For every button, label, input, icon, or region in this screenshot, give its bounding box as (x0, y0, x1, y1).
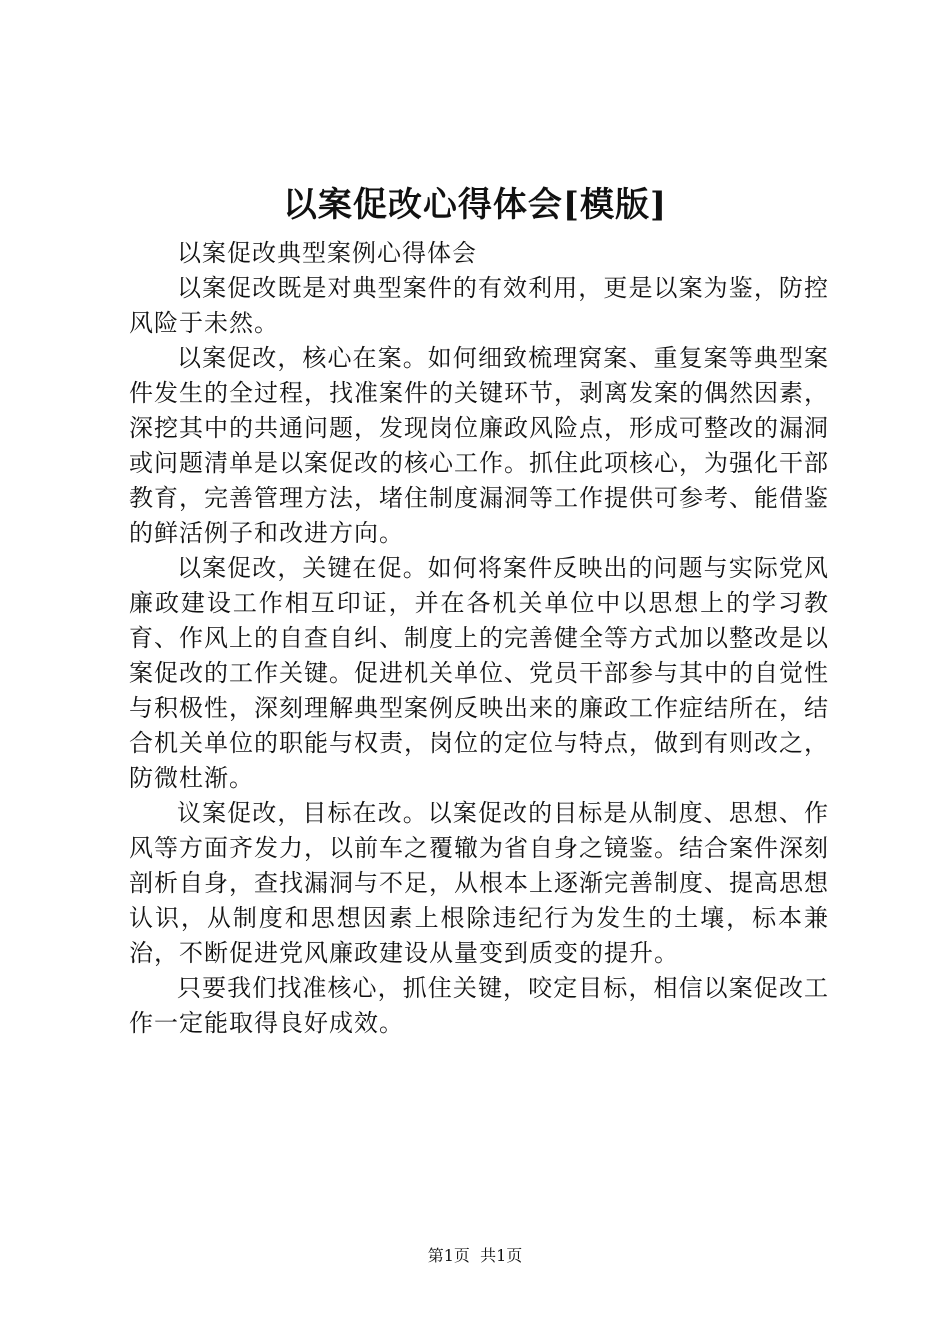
subtitle-paragraph: 以案促改典型案例心得体会 (177, 239, 477, 267)
core-paragraph: 以案促改，核心在案。如何细致梳理窝案、重复案等典型案件发生的全过程，找准案件的关键环节，剥离发案的偶然因素，深挖其中的共通问题，发现岗位廉政风险点，形成可整改的漏洞或问题清单是以案促改的核心工作。抓住此项核心，为强化干部教育，完善管理方法，堵住制度漏洞等工作提供可参考、能借鉴的鲜活例子和改进方向。 (129, 344, 829, 547)
key-paragraph: 以案促改，关键在促。如何将案件反映出的问题与实际党风廉政建设工作相互印证，并在各机关单位中以思想上的学习教育、作风上的自查自纠、制度上的完善健全等方式加以整改是以案促改的工作关键。促进机关单位、党员干部参与其中的自觉性与积极性，深刻理解典型案例反映出来的廉政工作症结所在，结合机关单位的职能与权责，岗位的定位与特点，做到有则改之，防微杜渐。 (129, 554, 829, 792)
intro-paragraph: 以案促改既是对典型案件的有效利用，更是以案为鉴，防控风险于未然。 (129, 274, 829, 337)
document-title: 以案促改心得体会[模版] (282, 185, 668, 225)
page-footer (0, 1244, 950, 1268)
document-body (129, 236, 829, 1041)
page-total: 共1页 (480, 1246, 523, 1265)
page-number: 第1页 (427, 1246, 470, 1265)
goal-paragraph: 议案促改，目标在改。以案促改的目标是从制度、思想、作风等方面齐发力，以前车之覆辙为省自身之镜鉴。结合案件深刻剖析自身，查找漏洞与不足，从根本上逐渐完善制度、提高思想认识，从制度和思想因素上根除违纪行为发生的土壤，标本兼治，不断促进党风廉政建设从量变到质变的提升。 (129, 799, 829, 967)
conclusion-paragraph: 只要我们找准核心，抓住关键，咬定目标，相信以案促改工作一定能取得良好成效。 (129, 974, 829, 1037)
